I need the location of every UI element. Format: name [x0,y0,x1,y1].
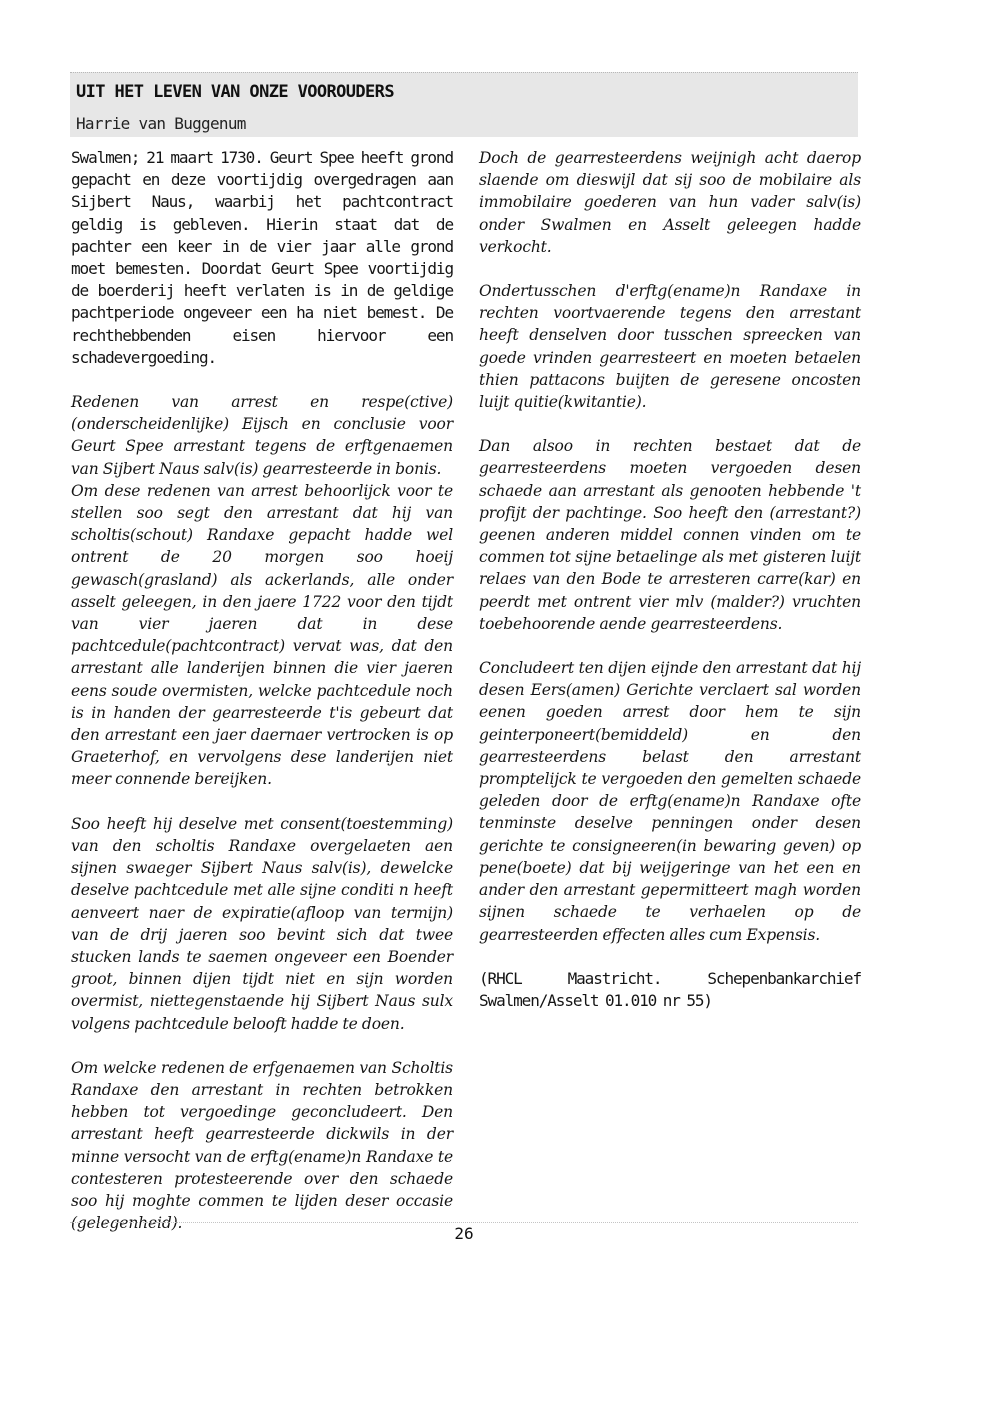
source-reference: (RHCL Maastricht. Schepenbankarchief Swalmen/Asselt 01.010 nr 55) [479,968,861,1010]
left-column [71,147,453,1234]
author-name: Harrie van Buggenum [76,114,246,133]
transcription-paragraph: Soo heeft hij deselve met consent(toestemming) van den scholtis Randaxe overgelaeten aen sijnen swaeger Sijbert Naus salv(is), dewelcke deselve pachtcedule met alle sijne conditi n heeft aenveert naer de expiratie(afloop van termijn) van de drij jaeren soo bevint sich dat twee stucken lands te saemen ongeveer een Boender groot, binnen dijen tijdt niet en sijn worden overmist, niettegenstaende hij Sijbert Naus sulx volgens pachtcedule belooft hadde te doen. [71,814,453,1033]
transcription-paragraph: Om welcke redenen de erfgenaemen van Scholtis Randaxe den arrestant in rechten betrokken hebben tot vergoedinge geconcludeert. Den arrestant heeft gearresteerde dickwils in der minne versocht van de erftg(ename)n Randaxe te contesteren protesteerende over den schaede soo hij moghte commen te lijden deser occasie (gelegenheid). [71,1058,453,1233]
transcription-paragraph: Dan alsoo in rechten bestaet dat de gearresteerdens moeten vergoeden desen schaede aan arrestant als genooten hebbende 't profijt der pachtinge. Soo heeft den (arrestant?) geenen anderen middel connen vinden om te commen tot sijne betaelinge als met gisteren luijt relaes van den Bode te arresteren carre(kar) en peerdt met ontrent vier mlv (malder?) vruchten toebehoorende aende gearresteerdens. [479,437,861,633]
footer-divider [70,1222,858,1223]
transcription-paragraph: Redenen van arrest en respe(ctive)(onderscheidenlijke) Eijsch en conclusie voor Geurt Spee arrestant tegens de erftgenaemen van Sijbert Naus salv(is) gearresteerde in bonis. [71,393,453,478]
transcription-paragraph: Concludeert ten dijen eijnde den arrestant dat hij desen Eers(amen) Gerichte verclaert sal worden eenen goeden arrest door hem te sijn geinterponeert(bemiddeld) en den gearresteerdens belast den arrestant promptelijck te vergoeden den gemelten schaede geleden door de erftg(ename)n Randaxe ofte tenminste deselve penningen onder desen gerichte te consigneeren(in bewaring geven) op pene(boete) dat bij weijgeringe van het een en ander den arrestant gepermitteert magh worden sijnen schaede te verhaelen op de gearresteerden effecten alles cum Expensis. [479,659,861,944]
intro-paragraph: Swalmen; 21 maart 1730. Geurt Spee heeft grond gepacht en deze voortijdig overgedragen aan Sijbert Naus, waarbij het pachtcontract geldig is gebleven. Hierin staat dat de pachter een keer in de vier jaar alle grond moet bemesten. Doordat Geurt Spee voortijdig de boerderij heeft verlaten is in de geldige pachtperiode ongeveer een ha niet bemest. De rechthebbenden eisen hiervoor een schadevergoeding. [71,148,453,367]
transcription-paragraph: Om dese redenen van arrest behoorlijck voor te stellen soo segt den arrestant dat hij van scholtis(schout) Randaxe gepacht hadde wel ontrent de 20 morgen soo hoeij gewasch(grasland) als ackerlands, alle onder asselt geleegen, in den jaere 1722 voor den tijdt van vier jaeren dat in dese pachtcedule(pachtcontract) vervat was, dat den arrestant alle landerijen binnen die vier jaeren eens soude overmisten, welcke pachtcedule noch is in handen der gearresteerde t'is gebeurt dat den arrestant een jaer daernaer vertrocken is op Graeterhof, en vervolgens dese landerijen niet meer connende bereijken. [71,481,453,789]
transcription-paragraph: Doch de gearresteerdens weijnigh acht daerop slaende om dieswijl dat sij soo de mobilaire als immobilaire goederen van hun vader salv(is) onder Swalmen en Asselt geleegen hadde verkocht. [479,149,861,256]
article-header [70,72,858,137]
transcription-paragraph: Ondertusschen d'erftg(ename)n Randaxe in rechten voortvaerende tegens den arrestant heeft denselven door tusschen spreecken van goede vrinden gearresteert en moeten betaelen thien pattacons buijten de geresene oncosten luijt quitie(kwitantie). [479,282,861,412]
right-column [479,147,861,1012]
section-title: UIT HET LEVEN VAN ONZE VOOROUDERS [76,82,394,102]
page-number: 26 [454,1224,474,1243]
